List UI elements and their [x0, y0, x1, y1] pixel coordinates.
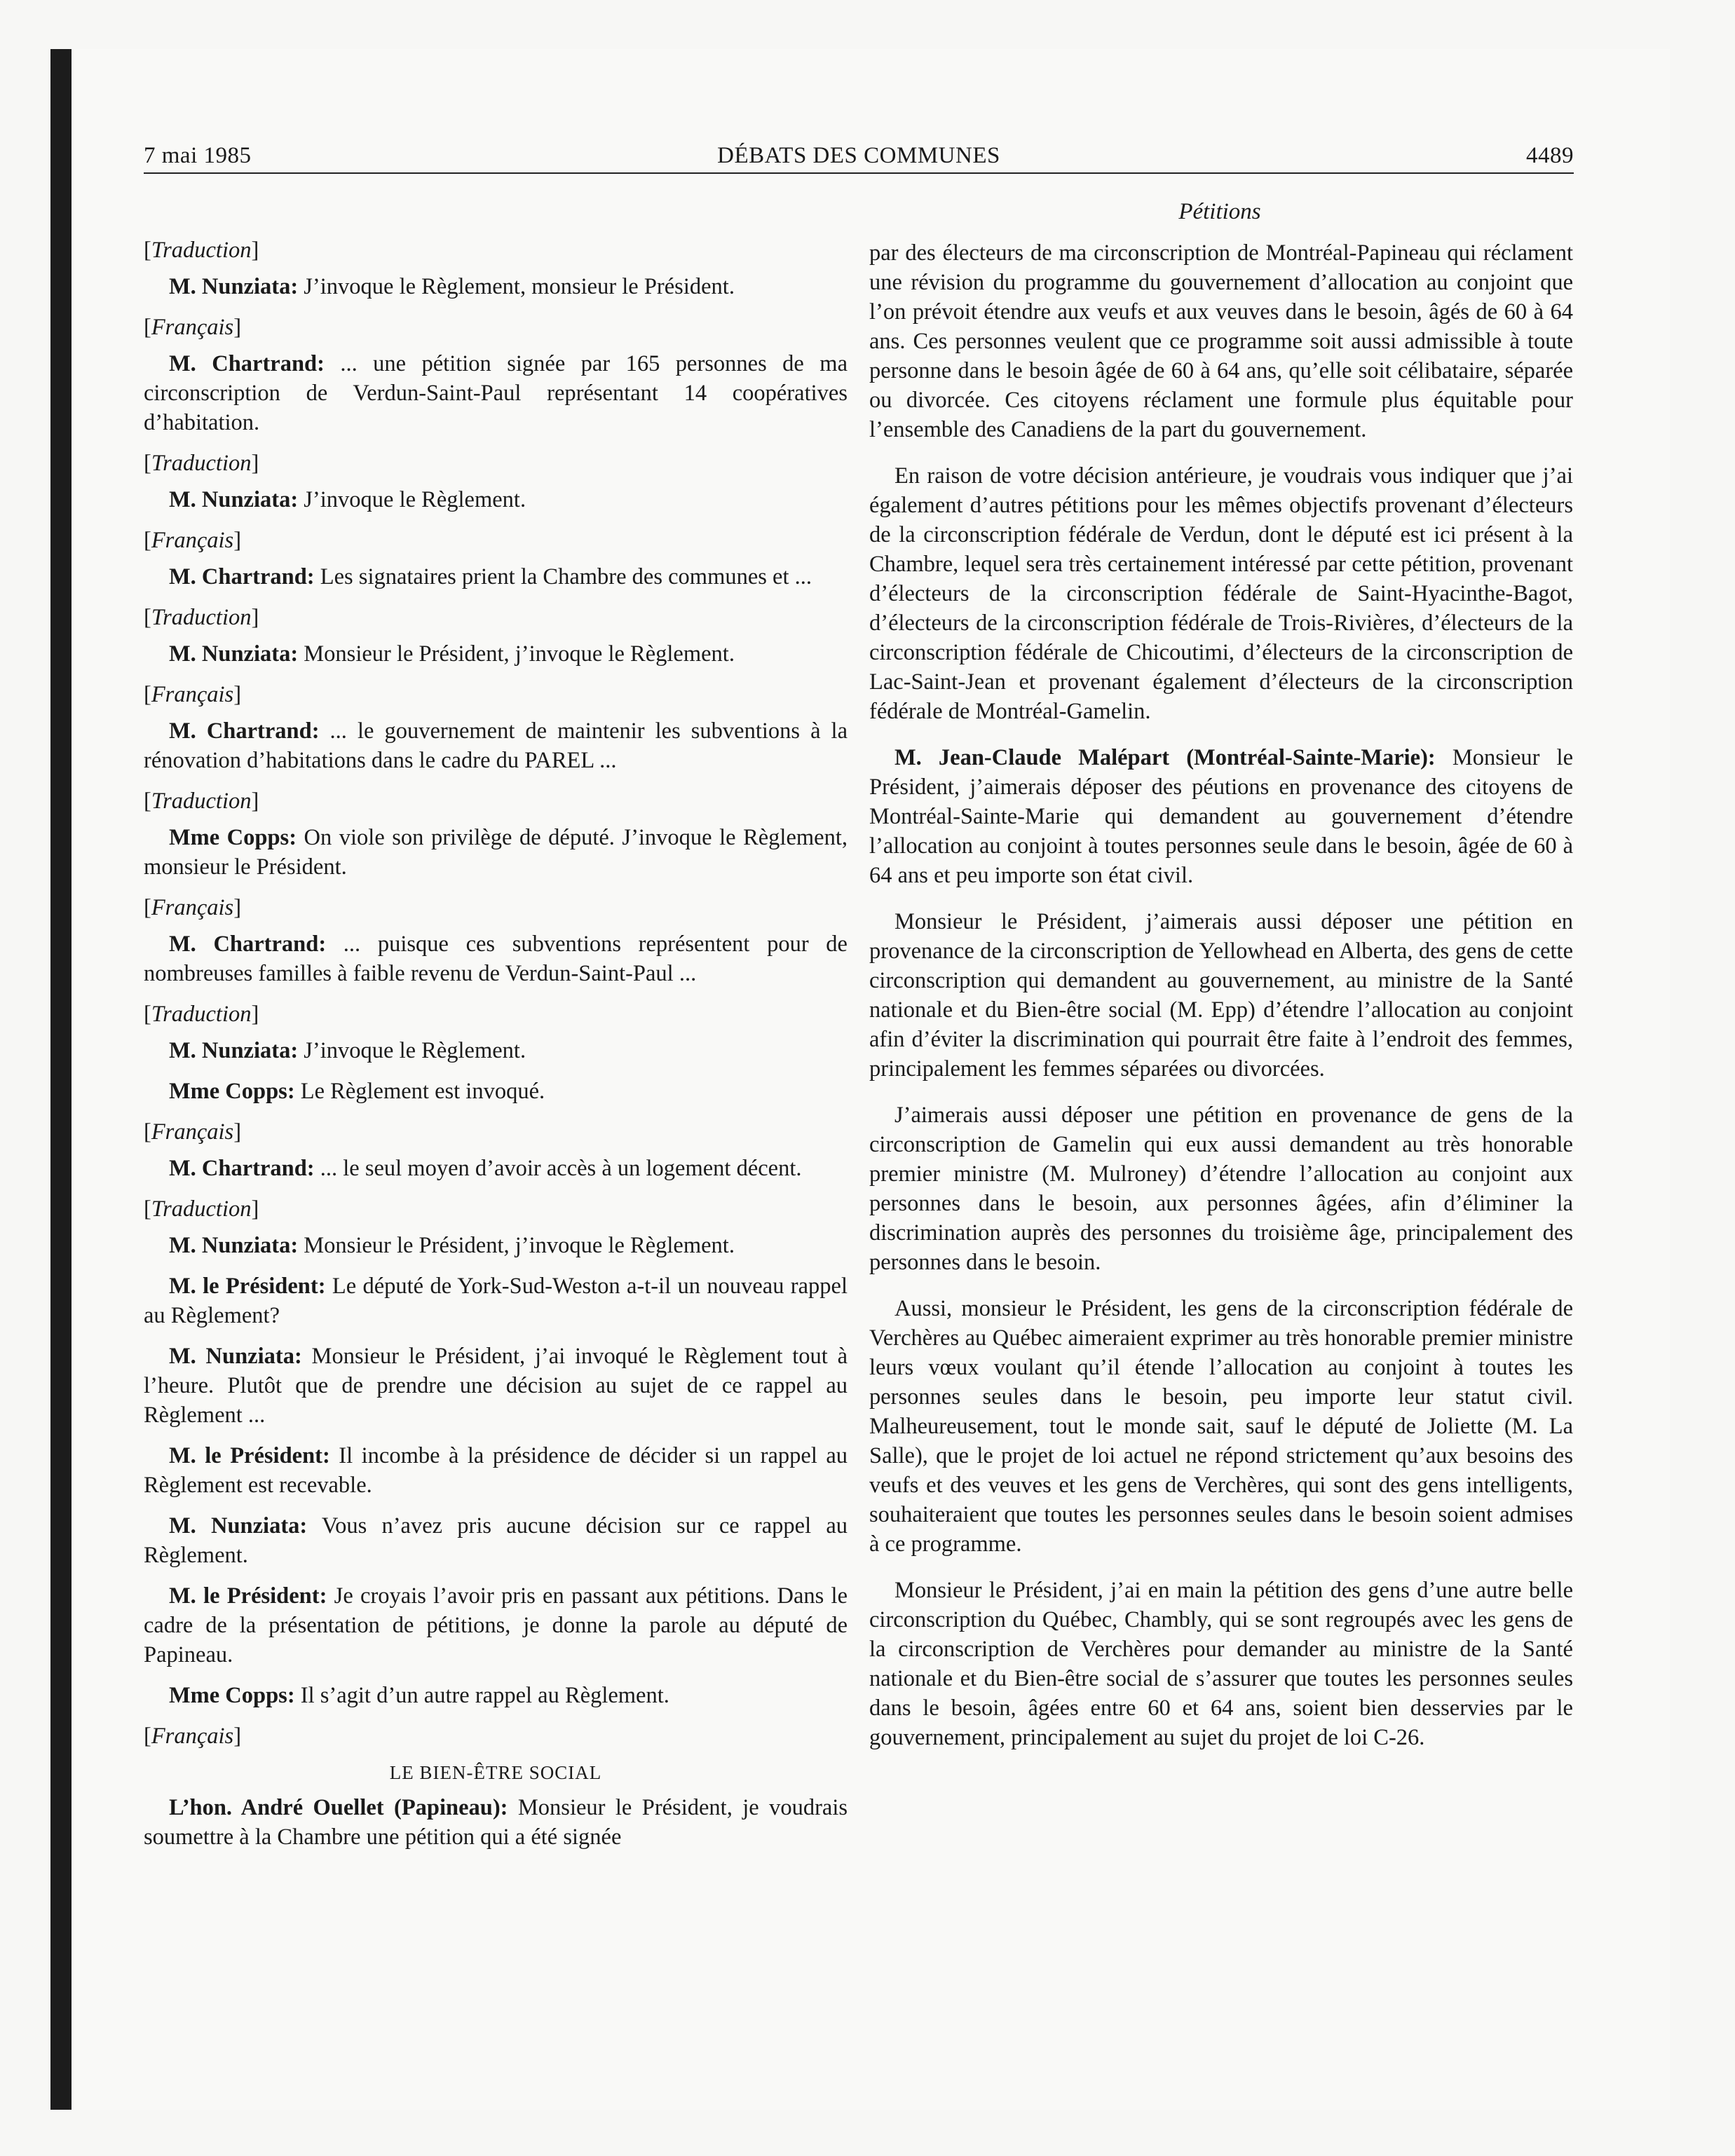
language-label: Traduction	[151, 238, 252, 263]
language-marker	[144, 680, 848, 709]
bracket: ]	[251, 1196, 259, 1222]
scan-edge-bar	[50, 49, 72, 2110]
language-label: Traduction	[151, 605, 252, 630]
language-marker	[144, 786, 848, 816]
speaker-name: M. Nunziata:	[169, 487, 299, 512]
speech-paragraph	[869, 743, 1573, 890]
speech-text: Le Règlement est invoqué.	[294, 1079, 545, 1104]
language-label: Français	[151, 1119, 234, 1145]
speech-paragraph	[144, 716, 848, 775]
speaker-name: M. Chartrand:	[169, 1156, 315, 1181]
language-marker	[144, 999, 848, 1029]
speaker-name: M. Nunziata:	[169, 641, 299, 667]
right-column	[869, 238, 1573, 1769]
speech-paragraph	[144, 272, 848, 301]
bracket: [	[144, 605, 151, 630]
speaker-name: M. Chartrand:	[169, 932, 327, 957]
speech-paragraph	[144, 1036, 848, 1065]
speaker-name: M. Nunziata:	[169, 1233, 299, 1258]
speech-text: ... puisque ces subventions représentent pour de nombreuses familles à faible revenu de Verdun-Saint-Paul ...	[144, 932, 848, 986]
speech-paragraph	[144, 1231, 848, 1260]
speech-paragraph	[144, 1511, 848, 1570]
speech-paragraph	[144, 562, 848, 592]
speech-paragraph	[144, 823, 848, 882]
paragraph: Monsieur le Président, j’aimerais aussi déposer une pétition en provenance de la circonscription de Yellowhead en Alberta, des gens de cette circonscription qui demandent au gouvernement, au ministre de la Santé nationale et du Bien-être social (M. Epp) d’étendre l’allocation au conjoint afin d’éviter la discrimination qui pourrait être faite à l’endroit des femmes, principalement les femmes séparées ou divorcées.	[869, 909, 1573, 1082]
speaker-name: Mme Copps:	[169, 1079, 295, 1104]
bracket: [	[144, 1724, 151, 1749]
language-label: Français	[151, 528, 234, 553]
speech-text: Monsieur le Président, j’ai invoqué le Règlement tout à l’heure. Plutôt que de prendre une décision au sujet de ce rappel au Règlement ...	[144, 1344, 848, 1428]
speech-text: Vous n’avez pris aucune décision sur ce rappel au Règlement.	[144, 1513, 848, 1568]
bracket: [	[144, 789, 151, 814]
bracket: ]	[251, 1002, 259, 1027]
language-label: Traduction	[151, 1002, 252, 1027]
speech-paragraph	[144, 1342, 848, 1430]
language-marker	[144, 603, 848, 632]
subheading: LE BIEN-ÊTRE SOCIAL	[389, 1762, 602, 1783]
bracket: ]	[233, 1724, 242, 1749]
speaker-name: M. le Président:	[169, 1583, 327, 1609]
bracket: [	[144, 451, 151, 476]
speech-paragraph	[144, 1581, 848, 1670]
speaker-name: M. Nunziata:	[169, 1344, 302, 1369]
language-label: Français	[151, 895, 234, 920]
speaker-name: M. Nunziata:	[169, 274, 299, 299]
speech-text: J’invoque le Règlement, monsieur le Président.	[298, 274, 735, 299]
bracket: [	[144, 1119, 151, 1145]
speech-paragraph	[144, 1793, 848, 1852]
bracket: ]	[251, 238, 259, 263]
speaker-name: M. Jean-Claude Malépart (Montréal-Sainte-Marie):	[894, 745, 1436, 770]
language-label: Traduction	[151, 789, 252, 814]
header-rule	[144, 172, 1574, 174]
speech-text: Monsieur le Président, j’invoque le Règlement.	[298, 641, 735, 667]
speaker-name: Mme Copps:	[169, 1683, 295, 1708]
language-label: Français	[151, 682, 234, 707]
speaker-name: M. Chartrand:	[169, 718, 320, 744]
speech-text: Monsieur le Président, j’aimerais déposer des péutions en provenance des citoyens de Montréal-Sainte-Marie qui demandent au gouvernement d’étendre l’allocation au conjoint à toutes personnes seule dans le besoin, âgée de 60 à 64 ans et peu importe son état civil.	[869, 745, 1573, 888]
speech-text: ... le seul moyen d’avoir accès à un logement décent.	[314, 1156, 802, 1181]
language-marker	[144, 1117, 848, 1147]
speech-text: Je croyais l’avoir pris en passant aux pétitions. Dans le cadre de la présentation de pétitions, je donne la parole au député de Papineau.	[144, 1583, 848, 1667]
paragraph: Aussi, monsieur le Président, les gens de la circonscription fédérale de Verchères au Québec aimeraient exprimer au très honorable premier ministre leurs vœux voulant qu’il étende l’allocation au conjoint à toutes les personnes seules dans le besoin, peu importe leur statut civil. Malheureusement, tout le monde sait, sauf le député de Joliette (M. La Salle), que le projet de loi actuel ne répond strictement qu’aux besoins des veufs et des veuves et les gens de Verchères, qui sont des gens intelligents, souhaiteraient que toutes les personnes seules dans le besoin soient admises à ce programme.	[869, 1296, 1573, 1557]
speech-text: Monsieur le Président, je voudrais soumettre à la Chambre une pétition qui a été signée	[144, 1795, 848, 1850]
paragraph: En raison de votre décision antérieure, je voudrais vous indiquer que j’ai également d’autres pétitions pour les mêmes objectifs provenant d’électeurs de la circonscription fédérale de Verdun, dont le député est ici présent à la Chambre, lequel sera très certainement intéressé par cette pétition, provenant d’électeurs de la circonscription fédérale de Saint-Hyacinthe-Bagot, d’électeurs de la circonscription fédérale de Trois-Rivières, d’électeurs de la circonscription fédérale de Chicoutimi, d’électeurs de la circonscription de Lac-Saint-Jean et provenant également d’électeurs de la circonscription fédérale de Montréal-Gamelin.	[869, 463, 1573, 724]
bracket: [	[144, 1196, 151, 1222]
paragraph: J’aimerais aussi déposer une pétition en provenance de gens de la circonscription de Gamelin qui eux aussi demandent au très honorable premier ministre (M. Mulroney) d’étendre l’allocation au conjoint aux personnes dans le besoin, aux personnes âgées, afin d’éliminer la discrimination auprès des personnes du troisième âge, principalement des personnes dans le besoin.	[869, 1103, 1573, 1275]
speech-text: Le député de York-Sud-Weston a-t-il un nouveau rappel au Règlement?	[144, 1274, 848, 1328]
header-title: DÉBATS DES COMMUNES	[717, 143, 1000, 168]
speech-paragraph	[144, 639, 848, 669]
bracket: ]	[251, 789, 259, 814]
language-label: Traduction	[151, 1196, 252, 1222]
speech-paragraph	[144, 485, 848, 514]
bracket: ]	[233, 528, 242, 553]
bracket: [	[144, 238, 151, 263]
bracket: ]	[251, 451, 259, 476]
speech-paragraph	[144, 1271, 848, 1330]
bracket: ]	[233, 1119, 242, 1145]
speech-text: ... le gouvernement de maintenir les subventions à la rénovation d’habitations dans le cadre du PAREL ...	[144, 718, 848, 773]
language-marker	[144, 1721, 848, 1751]
speaker-name: Mme Copps:	[169, 825, 297, 850]
speech-paragraph	[144, 929, 848, 988]
language-marker	[144, 449, 848, 478]
bracket: [	[144, 1002, 151, 1027]
header-date: 7 mai 1985	[144, 143, 252, 168]
speech-text: Il incombe à la présidence de décider si un rappel au Règlement est recevable.	[144, 1443, 848, 1498]
continued-paragraph: par des électeurs de ma circonscription de Montréal-Papineau qui réclament une révision du programme du gouvernement d’allocation au conjoint que l’on prévoit étendre aux veufs et aux veuves dans le besoin, âgés de 60 à 64 ans. Ces personnes veulent que ce programme soit aussi admissible à toute personne dans le besoin âgée de 60 à 64 ans, qu’elle soit célibataire, séparée ou divorcée. Ces citoyens réclament une formule plus équitable pour l’ensemble des Canadiens de la part du gouvernement.	[869, 240, 1573, 442]
language-marker	[144, 526, 848, 555]
page-header	[144, 143, 1574, 171]
speech-paragraph	[144, 1441, 848, 1500]
language-marker	[144, 236, 848, 265]
speaker-name: M. le Président:	[169, 1274, 326, 1299]
left-column	[144, 236, 848, 1863]
speaker-name: M. Nunziata:	[169, 1513, 308, 1538]
speech-text: ... une pétition signée par 165 personnes de ma circonscription de Verdun-Saint-Paul représentant 14 coopératives d’habitation.	[144, 351, 848, 435]
language-marker	[144, 893, 848, 922]
speech-paragraph	[144, 349, 848, 437]
speaker-name: M. Chartrand:	[169, 564, 315, 589]
bracket: [	[144, 315, 151, 340]
section-title: Pétitions	[1178, 199, 1261, 224]
speech-text: J’invoque le Règlement.	[298, 1038, 526, 1063]
bracket: ]	[233, 682, 242, 707]
language-marker	[144, 1194, 848, 1224]
speech-text: Les signataires prient la Chambre des communes et ...	[314, 564, 812, 589]
bracket: ]	[233, 895, 242, 920]
speech-paragraph	[144, 1681, 848, 1710]
speaker-name: M. le Président:	[169, 1443, 330, 1468]
bracket: [	[144, 682, 151, 707]
language-label: Français	[151, 1724, 234, 1749]
speaker-name: M. Nunziata:	[169, 1038, 299, 1063]
bracket: ]	[233, 315, 242, 340]
speech-text: J’invoque le Règlement.	[298, 487, 526, 512]
language-label: Traduction	[151, 451, 252, 476]
language-label: Français	[151, 315, 234, 340]
speaker-name: L’hon. André Ouellet (Papineau):	[169, 1795, 508, 1820]
speaker-name: M. Chartrand:	[169, 351, 325, 376]
header-page-number: 4489	[1526, 143, 1574, 168]
paragraph: Monsieur le Président, j’ai en main la pétition des gens d’une autre belle circonscription du Québec, Chambly, qui se sont regroupés avec les gens de la circonscription de Verchères pour demander au ministre de la Santé nationale et du Bien-être social de s’assurer que toutes les personnes seules dans le besoin, âgées entre 60 et 64 ans, soient bien desservies par le gouvernement, principalement au sujet du projet de loi C-26.	[869, 1578, 1573, 1750]
language-marker	[144, 313, 848, 342]
bracket: ]	[251, 605, 259, 630]
speech-paragraph	[144, 1077, 848, 1106]
speech-paragraph	[144, 1154, 848, 1183]
speech-text: Il s’agit d’un autre rappel au Règlement.	[294, 1683, 669, 1708]
bracket: [	[144, 528, 151, 553]
bracket: [	[144, 895, 151, 920]
speech-text: On viole son privilège de député. J’invoque le Règlement, monsieur le Président.	[144, 825, 848, 880]
speech-text: Monsieur le Président, j’invoque le Règlement.	[298, 1233, 735, 1258]
